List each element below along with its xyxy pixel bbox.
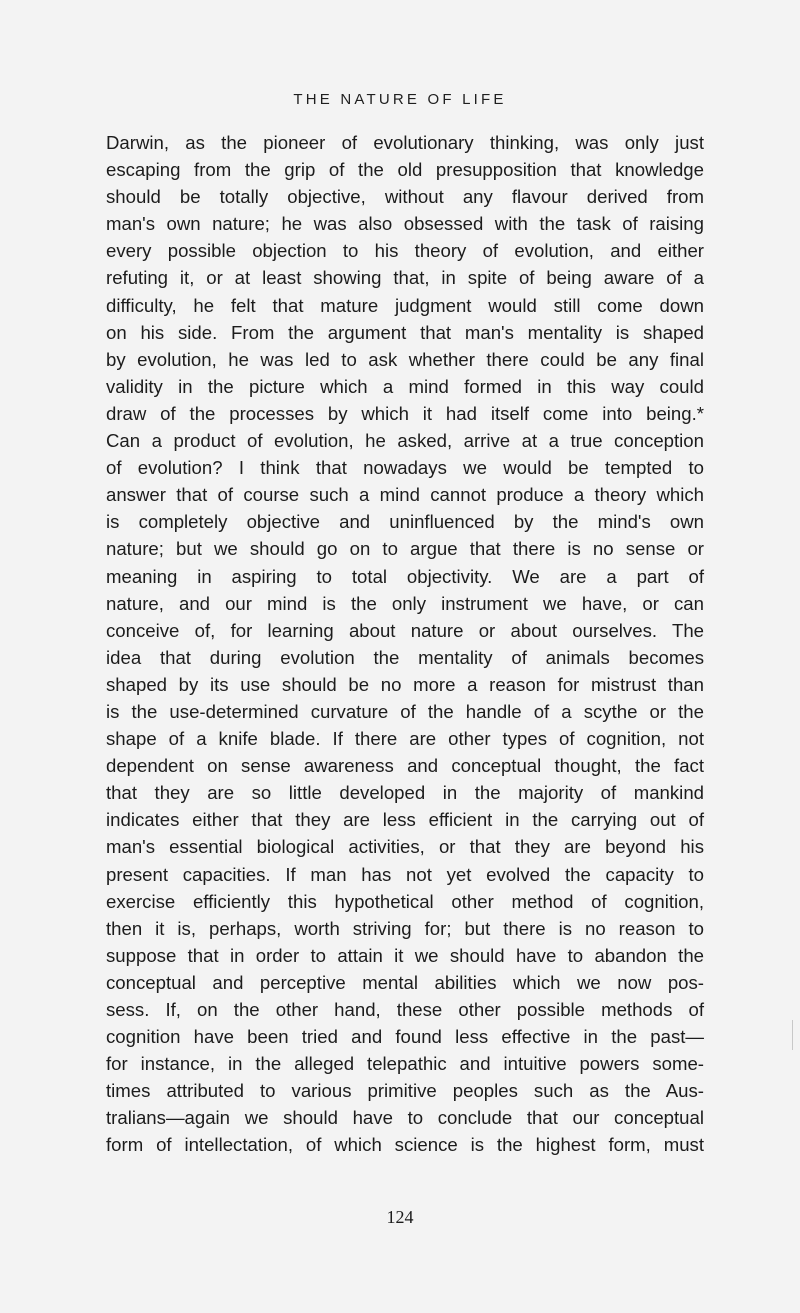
text-line: nature; but we should go on to argue that there is no sense or bbox=[106, 538, 704, 560]
text-line: shape of a knife blade. If there are other types of cognition, not bbox=[106, 728, 704, 750]
text-line: by evolution, he was led to ask whether there could be any final bbox=[106, 348, 704, 370]
text-line: for instance, in the alleged telepathic and intuitive powers some- bbox=[106, 1053, 704, 1075]
text-line: answer that of course such a mind cannot produce a theory which bbox=[106, 484, 704, 506]
text-line: validity in the picture which a mind formed in this way could bbox=[106, 375, 704, 397]
text-line: sess. If, on the other hand, these other possible methods of bbox=[106, 999, 704, 1020]
text-line: man's own nature; he was also obsessed with the task of raising bbox=[106, 213, 704, 235]
text-line: dependent on sense awareness and conceptual thought, the fact bbox=[106, 755, 704, 777]
text-line: that they are so little developed in the majority of mankind bbox=[106, 782, 704, 804]
text-line: suppose that in order to attain it we should have to abandon the bbox=[106, 944, 704, 966]
text-line: times attributed to various primitive peoples such as the Aus- bbox=[106, 1080, 704, 1102]
text-line: is completely objective and uninfluenced by the mind's own bbox=[106, 511, 704, 533]
text-line: idea that during evolution the mentality of animals becomes bbox=[106, 646, 704, 668]
text-line: refuting it, or at least showing that, in spite of being aware of a bbox=[106, 267, 704, 289]
text-line: is the use-determined curvature of the handle of a scythe or the bbox=[106, 700, 704, 722]
page-number: 124 bbox=[386, 1207, 414, 1227]
running-head: THE NATURE OF LIFE bbox=[293, 91, 507, 108]
text-line: tralians—again we should have to conclude that our conceptual bbox=[106, 1107, 704, 1129]
text-line: escaping from the grip of the old presupposition that knowledge bbox=[106, 159, 704, 181]
text-line: Darwin, as the pioneer of evolutionary thinking, was only just bbox=[106, 132, 704, 153]
body-paragraph bbox=[106, 129, 704, 1159]
text-line: should be totally objective, without any flavour derived from bbox=[106, 186, 704, 208]
text-line: of evolution? I think that nowadays we would be tempted to bbox=[106, 457, 704, 479]
text-line: meaning in aspiring to total objectivity. We are a part of bbox=[106, 565, 704, 587]
text-line: draw of the processes by which it had itself come into being.* bbox=[106, 402, 704, 424]
text-line: exercise efficiently this hypothetical other method of cognition, bbox=[106, 890, 704, 912]
text-line: difficulty, he felt that mature judgment would still come down bbox=[106, 294, 704, 316]
text-line: shaped by its use should be no more a reason for mistrust than bbox=[106, 673, 704, 695]
text-line: then it is, perhaps, worth striving for; but there is no reason to bbox=[106, 917, 704, 939]
text-line: on his side. From the argument that man's mentality is shaped bbox=[106, 321, 704, 343]
text-line: conceive of, for learning about nature or about ourselves. The bbox=[106, 619, 704, 641]
scan-edge-mark bbox=[792, 1020, 793, 1050]
text-line: man's essential biological activities, or that they are beyond his bbox=[106, 836, 704, 858]
text-line: every possible objection to his theory of evolution, and either bbox=[106, 240, 704, 262]
text-line: present capacities. If man has not yet evolved the capacity to bbox=[106, 863, 704, 885]
text-line: cognition have been tried and found less effective in the past— bbox=[106, 1026, 704, 1048]
text-line: form of intellectation, of which science is the highest form, must bbox=[106, 1134, 704, 1156]
text-line: indicates either that they are less efficient in the carrying out of bbox=[106, 809, 704, 831]
text-line: Can a product of evolution, he asked, arrive at a true conception bbox=[106, 430, 704, 452]
text-line: conceptual and perceptive mental abilities which we now pos- bbox=[106, 971, 704, 993]
text-line: nature, and our mind is the only instrument we have, or can bbox=[106, 592, 704, 614]
